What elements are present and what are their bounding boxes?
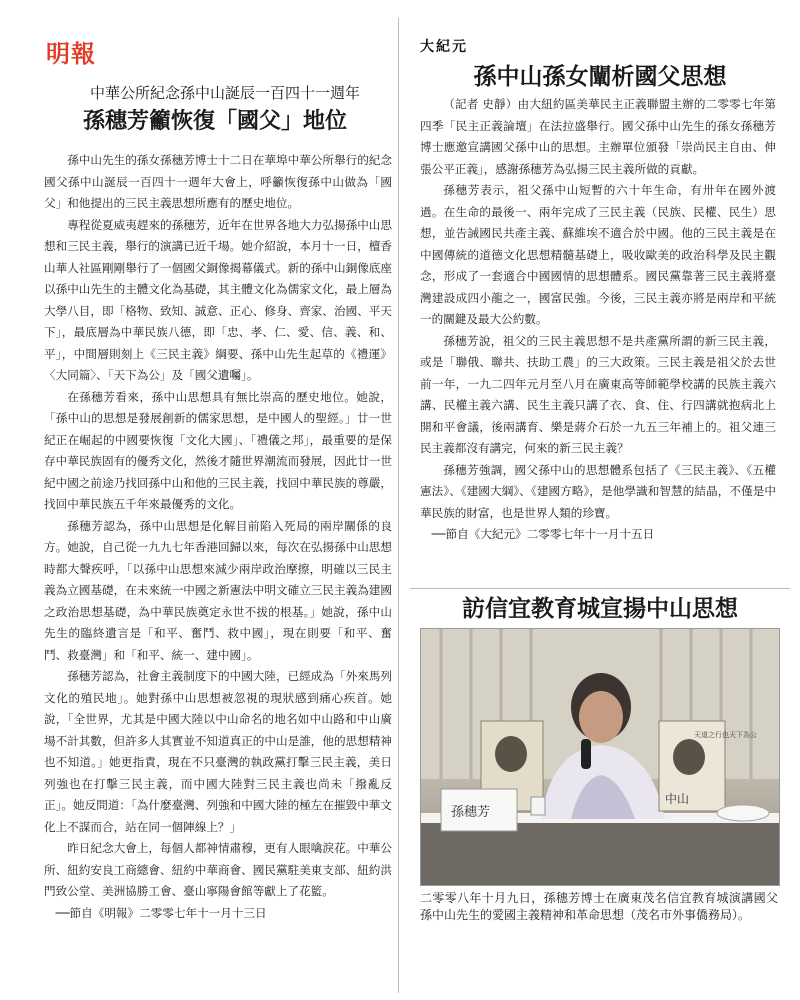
event-photo [420, 628, 780, 886]
section-divider [410, 588, 790, 589]
left-paragraph: 在孫穗芳看來，孫中山思想具有無比崇高的歷史地位。她說，「孫中山的思想是發展創新的儒家思想，是中國人的聖經。」廿一世紀正在崛起的中國要恢復「文化大國」、「禮儀之邦」，最重要的是保存中華民族固有的優秀文化，然後才隨世界潮流而發展，因此廿一世紀中國之前途乃找回孫中山和他的三民主義，找回中華民族的尊嚴，找回中華民族五千年來最優秀的文化。 [44, 389, 392, 511]
left-paragraph: 專程從夏威夷趕來的孫穗芳，近年在世界各地大力弘揚孫中山思想和三民主義，舉行的演講已近千場。她介紹說，本月十一日，檀香山華人社區剛剛舉行了一個國父銅像揭幕儀式。新的孫中山銅像底座以孫中山先生的主體文化為基礎，其主體文化為儒家文化，最上層為大學八目，即「格物、致知、誠意、正心、修身、齊家、治國、平天下」，最底層為中華民族八德，即「忠、孝、仁、愛、信、義、和、平」，中間層則刻上《三民主義》綱要、孫中山先生起草的《禮運》〈大同篇〉、「天下為公」及「國父遺囑」。 [44, 217, 392, 382]
right-source: ──節自《大紀元》二零零七年十一月十五日 [431, 527, 655, 541]
left-paragraph: 孫穗芳認為，社會主義制度下的中國大陸，已經成為「外來馬列文化的殖民地」。她對孫中山思想被忽視的現狀感到痛心疾首。她說，「全世界，尤其是中國大陸以中山命名的地名如中山路和中山廣場不計其數，但許多人其實並不知道真正的中山是誰，他的思想精神也不知道。」她更指責，現在不只臺灣的執政黨打擊三民主義，美日列強也在打擊三民主義，而中國大陸對三民主義也尚未「撥亂反正」。她反問道：「為什麼臺灣、列強和中國大陸的極左在摧毀中華文化上不謀而合，站在同一個陣線上？」 [44, 669, 392, 834]
book-title-right: 天道之行也天下為公 [694, 731, 757, 739]
left-paragraph: 昨日紀念大會上，每個人都神情肅穆，更有人眼噙淚花。中華公所、紐約安良工商總會、紐約中華商會、國民黨駐美東支部、紐約洪門致公堂、美洲協勝工會、臺山寧陽會館等獻上了花籃。 [44, 841, 392, 898]
left-subheadline: 中華公所紀念孫中山誕辰一百四十一週年 [89, 84, 360, 102]
right-paragraph: 孫穗芳強調，國父孫中山的思想體系包括了《三民主義》、《五權憲法》、《建國大綱》、《建國方略》，是他學識和智慧的結晶，不僅是中華民族的財富，也是世界人類的珍寶。 [420, 462, 776, 520]
photo-caption: 二零零八年十月九日，孫穗芳博士在廣東茂名信宜教育城演講國父孫中山先生的愛國主義精神和革命思想（茂名市外事僑務局）。 [420, 891, 778, 922]
right-article-body [420, 94, 776, 546]
left-source: ──節自《明報》二零零七年十一月十三日 [55, 905, 267, 920]
column-divider [398, 18, 399, 993]
left-article-body [44, 150, 392, 924]
name-placard: 孫穗芳 [451, 805, 491, 820]
left-paragraph: 孫中山先生的孫女孫穗芳博士十二日在華埠中華公所舉行的紀念國父孫中山誕辰一百四十一週年大會上，呼籲恢復孫中山做為「國父」和他提出的三民主義思想所應有的歷史地位。 [44, 153, 392, 210]
mingpao-logo: 明報 [46, 39, 96, 68]
right-paragraph: （記者 史靜）由大紐約區美華民主正義聯盟主辦的二零零七年第四季「民主正義論壇」在法拉盛舉行。國父孫中山先生的孫女孫穗芳博士應邀宣講國父孫中山的思想。主辦單位頒發「崇尚民主自由、伸張公平正義」，感謝孫穗芳為弘揚三民主義所做的貢獻。 [420, 97, 776, 176]
left-headline: 孫穗芳籲恢復「國父」地位 [82, 109, 347, 134]
book-label-right: 中山 [665, 792, 690, 806]
epochtimes-logo: 大紀元 [420, 39, 468, 55]
right-headline: 孫中山孫女闡析國父思想 [473, 64, 727, 90]
photo-article-headline: 訪信宜教育城宣揚中山思想 [462, 596, 738, 622]
right-paragraph: 孫穗芳表示，祖父孫中山短暫的六十年生命，有卅年在國外渡過。在生命的最後一、兩年完成了三民主義（民族、民權、民生）思想，並告誡國民共產主義、蘇維埃不適合於中國。他的三民主義是在中國傳統的道德文化思想精髓基礎上，吸收歐美的政治科學及民主觀念，形成了一套適合中國國情的思想體系。國民黨靠著三民主義將臺灣建設成四小龍之一，國富民強。今後，三民主義亦將是兩岸和平統一的關鍵及最大公約數。 [420, 183, 776, 326]
right-paragraph: 孫穗芳說，祖父的三民主義思想不是共產黨所謂的新三民主義，或是「聯俄、聯共、扶助工農」的三大政策。三民主義是祖父於去世前一年，一九二四年元月至八月在廣東高等師範學校講的民族主義六講、民權主義六講、民生主義只講了衣、食、住、行四講就抱病北上開和平會議，後兩講育、樂是蔣介石於一九五三年補上的。祖父連三民主義都沒有講完，何來的新三民主義？ [420, 333, 776, 455]
left-paragraph: 孫穗芳認為，孫中山思想是化解目前陷入死局的兩岸關係的良方。她說，自己從一九九七年香港回歸以來，每次在弘揚孫中山思想時都大聲疾呼，「以孫中山思想來減少兩岸政治摩擦，明確以三民主義為立國基礎，在未來統一中國之新憲法中明文確立三民主義為建國之政治思想基礎，為中華民族奠定永世不拔的根基。」她說，孫中山先生的臨終遺言是「和平、奮鬥、救中國」，現在則要「和平、奮鬥、救臺灣」和「和平、統一、建中國」。 [44, 518, 392, 662]
